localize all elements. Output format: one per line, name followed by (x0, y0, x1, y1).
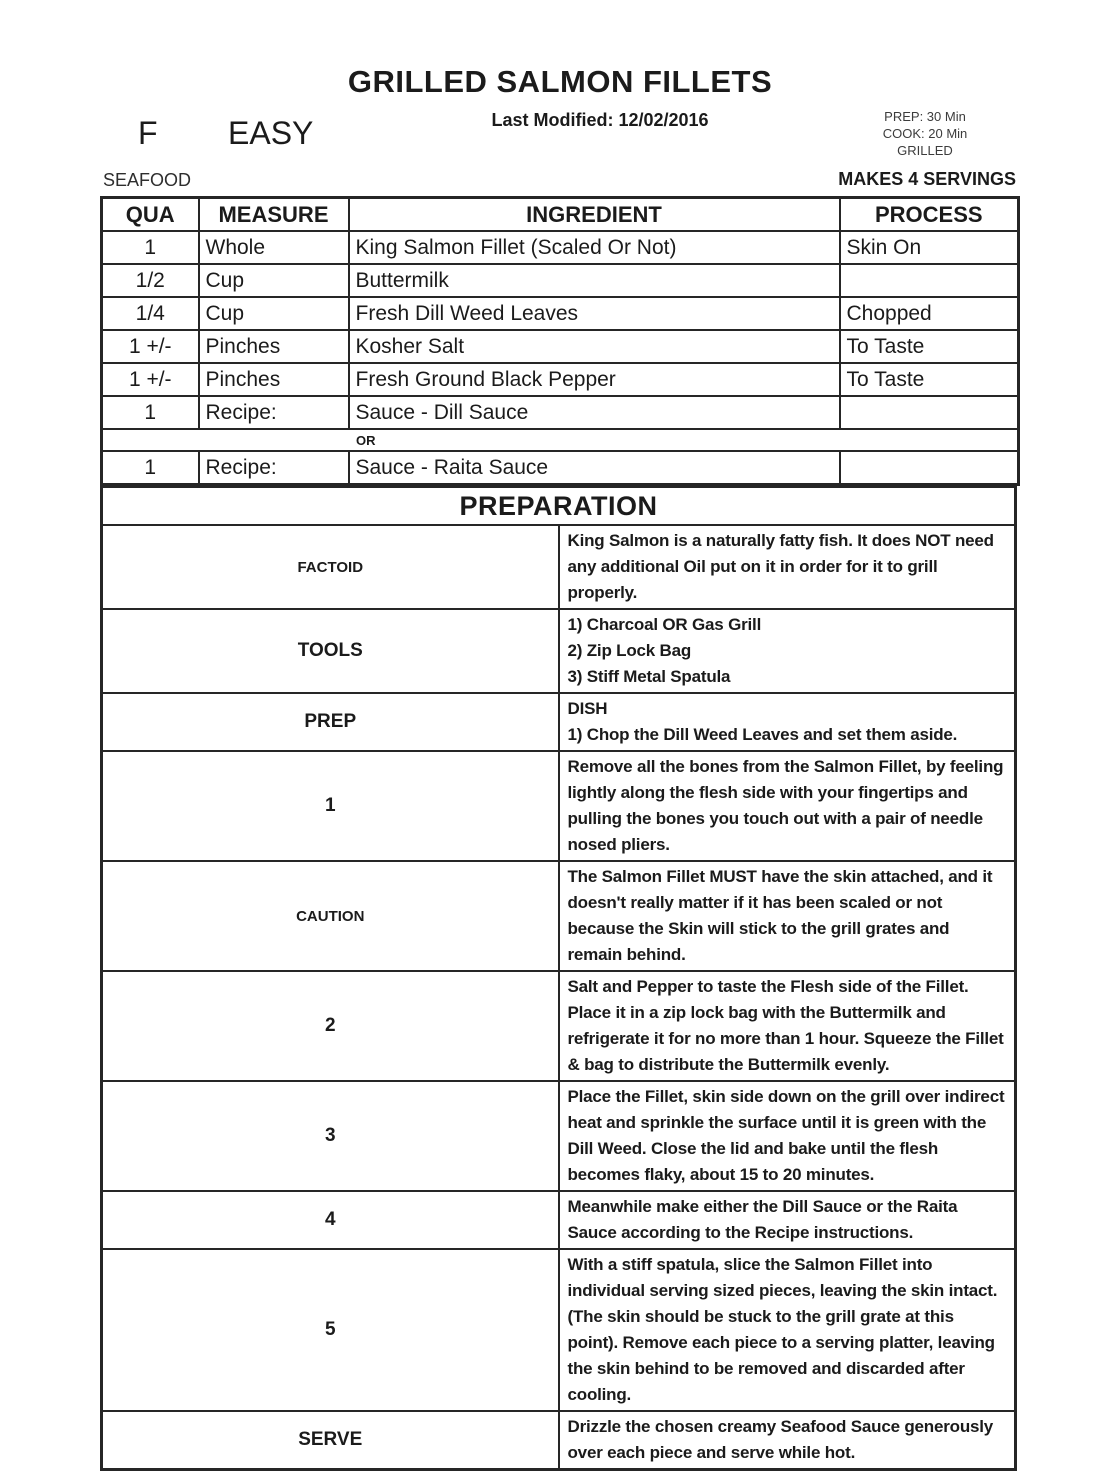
column-header-ingredient: INGREDIENT (349, 198, 840, 232)
measure-cell: Pinches (199, 330, 349, 363)
prep-step-row (102, 609, 1016, 693)
preparation-header-row (102, 487, 1016, 526)
qua-cell: 1 (102, 396, 199, 429)
preparation-title: PREPARATION (102, 487, 1016, 526)
ingredient-cell: Buttermilk (349, 264, 840, 297)
table-row (102, 396, 1019, 429)
measure-cell: Recipe: (199, 396, 349, 429)
step-text (559, 693, 1016, 751)
measure-cell: Recipe: (199, 451, 349, 485)
qua-cell: 1 (102, 451, 199, 485)
qua-cell: 1 +/- (102, 363, 199, 396)
prep-step-row (102, 693, 1016, 751)
process-cell: Chopped (840, 297, 1019, 330)
process-cell (840, 451, 1019, 485)
recipe-flag: F (138, 115, 158, 151)
step-label: 5 (102, 1249, 559, 1411)
step-text: Remove all the bones from the Salmon Fillet, by feeling lightly along the flesh side with your fingertips and pulling the bones you touch out with a pair of needle nosed pliers. (559, 751, 1016, 861)
step-text (559, 609, 1016, 693)
step-label: 3 (102, 1081, 559, 1191)
prep-step-row (102, 1411, 1016, 1470)
qua-cell: 1 +/- (102, 330, 199, 363)
cook-time: COOK: 20 Min (882, 126, 968, 141)
qua-cell: 1/2 (102, 264, 199, 297)
step-label: TOOLS (102, 609, 559, 693)
cooking-method: GRILLED (897, 143, 953, 158)
table-row (102, 451, 1019, 485)
ingredients-header-row (102, 198, 1019, 232)
table-row (102, 330, 1019, 363)
step-label: CAUTION (102, 861, 559, 971)
ingredient-cell: Sauce - Raita Sauce (349, 451, 840, 485)
measure-cell: Cup (199, 264, 349, 297)
prep-line: 1) Chop the Dill Weed Leaves and set them aside. (567, 725, 958, 744)
process-cell: To Taste (840, 363, 1019, 396)
measure-cell: Pinches (199, 363, 349, 396)
ingredient-cell: Sauce - Dill Sauce (349, 396, 840, 429)
prep-time: PREP: 30 Min (884, 109, 966, 124)
prep-step-row (102, 525, 1016, 609)
tool-line: 3) Stiff Metal Spatula (567, 667, 731, 686)
ingredient-cell: King Salmon Fillet (Scaled Or Not) (349, 231, 840, 264)
column-header-measure: MEASURE (199, 198, 349, 232)
step-text: With a stiff spatula, slice the Salmon Fillet into individual serving sized pieces, leaving the skin intact. (The skin should be stuck to the grill grate at this point). Remove each piece to a serving platter, leaving the skin behind to be removed and discarded after cooling. (559, 1249, 1016, 1411)
step-label: 4 (102, 1191, 559, 1249)
step-text: The Salmon Fillet MUST have the skin attached, and it doesn't really matter if it has been scaled or not because the Skin will stick to the grill grates and remain behind. (559, 861, 1016, 971)
servings-label: MAKES 4 SERVINGS (838, 169, 1016, 189)
tool-line: 1) Charcoal OR Gas Grill (567, 615, 762, 634)
step-text: Salt and Pepper to taste the Flesh side of the Fillet. Place it in a zip lock bag with the Buttermilk and refrigerate it for no more than 1 hour. Squeeze the Fillet & bag to distribute the Buttermilk evenly. (559, 971, 1016, 1081)
preparation-table (100, 485, 1017, 1471)
step-label: PREP (102, 693, 559, 751)
last-modified-date: Last Modified: 12/02/2016 (491, 110, 709, 130)
prep-step-row (102, 1249, 1016, 1411)
prep-step-row (102, 861, 1016, 971)
page-title: GRILLED SALMON FILLETS (347, 64, 773, 99)
ingredients-table (100, 196, 1020, 486)
prep-step-row (102, 971, 1016, 1081)
time-info-block (855, 108, 995, 159)
step-label: SERVE (102, 1411, 559, 1470)
qua-cell: 1/4 (102, 297, 199, 330)
ingredient-cell: Fresh Dill Weed Leaves (349, 297, 840, 330)
qua-cell: 1 (102, 231, 199, 264)
process-cell (840, 396, 1019, 429)
tool-line: 2) Zip Lock Bag (567, 641, 692, 660)
step-text: Drizzle the chosen creamy Seafood Sauce generously over each piece and serve while hot. (559, 1411, 1016, 1470)
step-label: FACTOID (102, 525, 559, 609)
measure-cell: Cup (199, 297, 349, 330)
step-label: 1 (102, 751, 559, 861)
column-header-qua: QUA (102, 198, 199, 232)
step-text: Place the Fillet, skin side down on the grill over indirect heat and sprinkle the surface until it is green with the Dill Weed. Close the lid and bake until the flesh becomes flaky, about 15 to 20 minutes. (559, 1081, 1016, 1191)
table-row (102, 363, 1019, 396)
ingredient-cell: Kosher Salt (349, 330, 840, 363)
prep-step-row (102, 1081, 1016, 1191)
process-cell (840, 264, 1019, 297)
or-separator-label: OR (102, 429, 1019, 451)
column-header-process: PROCESS (840, 198, 1019, 232)
process-cell: Skin On (840, 231, 1019, 264)
measure-cell: Whole (199, 231, 349, 264)
process-cell: To Taste (840, 330, 1019, 363)
table-row (102, 264, 1019, 297)
table-row (102, 231, 1019, 264)
step-text: Meanwhile make either the Dill Sauce or the Raita Sauce according to the Recipe instructions. (559, 1191, 1016, 1249)
step-text: King Salmon is a naturally fatty fish. It does NOT need any additional Oil put on it in order for it to grill properly. (559, 525, 1016, 609)
prep-step-row (102, 1191, 1016, 1249)
ingredient-cell: Fresh Ground Black Pepper (349, 363, 840, 396)
or-separator-row (102, 429, 1019, 451)
prep-line: DISH (567, 699, 608, 718)
prep-step-row (102, 751, 1016, 861)
category-label: SEAFOOD (103, 170, 192, 190)
table-row (102, 297, 1019, 330)
step-label: 2 (102, 971, 559, 1081)
difficulty-label: EASY (228, 115, 314, 151)
